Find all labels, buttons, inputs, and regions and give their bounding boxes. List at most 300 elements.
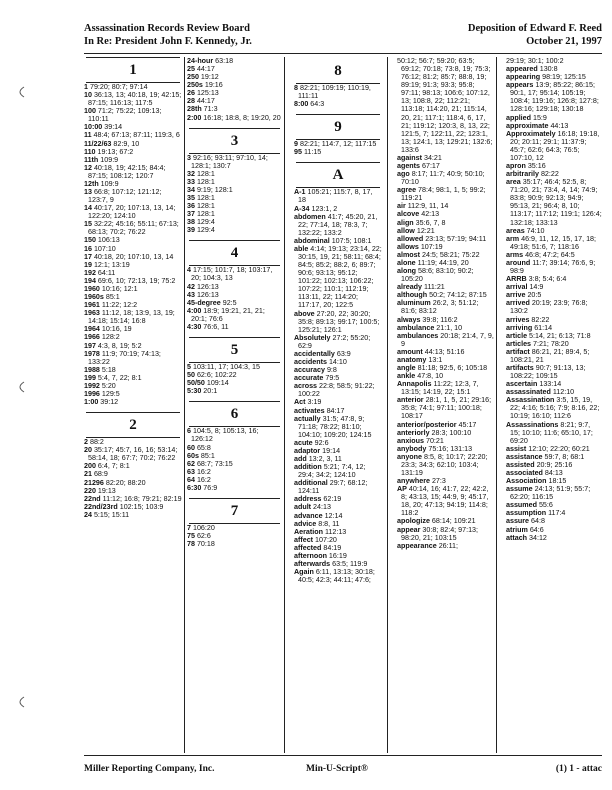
index-entry xyxy=(84,236,182,244)
index-entry xyxy=(187,226,282,234)
entry-word: 10:00 xyxy=(84,123,103,132)
entry-word: 194 xyxy=(84,276,96,285)
entry-refs: 39:14 xyxy=(104,123,123,132)
entry-word: 34 xyxy=(187,185,195,194)
index-entry xyxy=(397,356,494,364)
entry-word: 2 xyxy=(84,438,88,447)
case-name: In Re: President John F. Kennedy, Jr. xyxy=(84,36,252,47)
entry-refs: 106:20 xyxy=(192,523,215,532)
entry-word: 28th xyxy=(187,105,202,114)
entry-refs: 27:2; 55:20; 62:9 xyxy=(298,333,371,350)
index-entry xyxy=(506,509,602,517)
index-entry xyxy=(294,407,382,415)
index-entry xyxy=(84,366,182,374)
entry-refs: 21:1, 10 xyxy=(436,323,463,332)
index-entry xyxy=(506,421,602,445)
entry-word: 8 xyxy=(294,84,298,92)
entry-word: 14 xyxy=(84,204,92,213)
entry-refs: 40:18, 20; 107:10, 13, 14 xyxy=(93,252,174,261)
entry-refs: 20:9; 25:16 xyxy=(536,460,573,469)
index-entry xyxy=(84,148,182,156)
entry-refs: 19:14 xyxy=(322,446,341,455)
index-entry xyxy=(397,437,494,445)
index-entry xyxy=(397,243,494,251)
entry-refs: 14:10 xyxy=(328,358,347,367)
entry-word: Annapolis xyxy=(397,380,432,389)
entry-word: arrived xyxy=(506,299,530,308)
index-entry xyxy=(84,446,182,462)
index-entry xyxy=(294,447,382,455)
index-entry xyxy=(506,445,602,453)
entry-refs: 31:5; 47:8, 9; 71:18; 78:22; 81:10; 104:10; 109:20; 124:15 xyxy=(298,414,372,439)
entry-refs: 35:16 xyxy=(527,162,546,171)
index-entry xyxy=(506,469,602,477)
entry-word: advice xyxy=(294,519,317,528)
index-entry xyxy=(84,91,182,107)
index-entry xyxy=(506,291,602,299)
index-entry xyxy=(84,382,182,390)
index-entry xyxy=(187,460,282,468)
index-entry xyxy=(84,479,182,487)
entry-refs: 11:19; 44:19, 20 xyxy=(417,258,469,267)
index-entry xyxy=(187,524,282,532)
entry-refs: 11:12; 16:8; 79:21; 82:19 xyxy=(102,494,182,503)
entry-word: Approximately xyxy=(506,129,556,138)
index-entry xyxy=(294,398,382,406)
entry-refs: 48:4; 67:13; 87:11; 119:3, 6 xyxy=(93,131,180,140)
entry-refs: 20:1 xyxy=(203,387,218,396)
entry-refs: 4:3, 8, 19; 5:2 xyxy=(97,341,142,350)
entry-refs: 40:18, 19; 42:15; 84:4; 87:15; 108:12; 120:7 xyxy=(88,163,166,180)
entry-word: actually xyxy=(294,414,321,423)
entry-refs: 68:7; 73:15 xyxy=(196,459,233,468)
entry-refs: 12:10; 22:20; 60:21 xyxy=(528,444,590,453)
index-entry xyxy=(397,299,494,315)
entry-refs: 84:13 xyxy=(544,468,563,477)
index-entry xyxy=(506,178,602,226)
entry-refs: 20:19; 23:9; 76:8; 130:2 xyxy=(510,299,588,316)
entry-word: assistance xyxy=(506,452,543,461)
entry-refs: 5:18 xyxy=(101,365,116,374)
entry-refs: 107:5; 108:1 xyxy=(331,236,372,245)
index-entry xyxy=(84,487,182,495)
index-entry xyxy=(187,81,282,89)
index-entry xyxy=(187,266,282,282)
index-entry xyxy=(187,323,282,331)
entry-refs: 107:19 xyxy=(420,242,443,251)
index-entry xyxy=(397,227,494,235)
index-entry xyxy=(294,358,382,366)
section-header: 2 xyxy=(86,412,180,438)
entry-refs: 13:1 xyxy=(428,355,443,364)
entry-word: attach xyxy=(506,533,528,542)
entry-word: 1 xyxy=(84,83,88,91)
index-entry xyxy=(294,374,382,382)
entry-word: 12th xyxy=(84,179,99,188)
entry-word: 28 xyxy=(187,97,195,106)
index-entry xyxy=(84,325,182,333)
entry-refs: 5:14, 21; 6:13; 71:8 xyxy=(529,331,591,340)
entry-word: accidents xyxy=(294,358,327,367)
entry-word: assure xyxy=(506,517,530,526)
entry-word: 11/22/63 xyxy=(84,139,112,148)
entry-word: assist xyxy=(506,444,527,453)
column-divider xyxy=(496,57,497,753)
section-header: 6 xyxy=(189,401,280,427)
index-entry xyxy=(397,445,494,453)
entry-refs: 71:2; 75:22; 109:13; 110:11 xyxy=(88,107,162,124)
case-title xyxy=(84,22,252,48)
index-entry xyxy=(187,427,282,443)
entry-refs: 76:9 xyxy=(203,483,218,492)
index-entry xyxy=(187,540,282,548)
index-entry xyxy=(397,526,494,542)
entry-refs: 92:16; 93:11; 97:10, 14; 128:1; 130:7 xyxy=(191,153,268,170)
deposition-name: Deposition of Edward F. Reed xyxy=(467,23,602,34)
entry-refs: 44:17 xyxy=(196,65,215,74)
index-entry xyxy=(84,374,182,382)
index-entry xyxy=(294,188,382,204)
entry-refs: 36:13, 13; 40:18, 19; 42:15; 87:15; 116:13; 117:5 xyxy=(88,91,182,108)
index-entry xyxy=(187,468,282,476)
entry-word: 12 xyxy=(84,163,92,172)
entry-refs: 64:8 xyxy=(531,517,545,526)
entry-refs: 126:13 xyxy=(196,282,219,291)
index-entry xyxy=(397,332,494,348)
entry-word: 16 xyxy=(84,244,92,253)
entry-refs: 105:21; 115:7, 8, 17, 18 xyxy=(298,188,373,205)
entry-refs: 128:1 xyxy=(196,210,215,219)
entry-refs: 129:5 xyxy=(101,389,120,398)
index-entry xyxy=(84,261,182,269)
index-entry xyxy=(187,65,282,73)
entry-refs: 13:9; 85:22; 86:15; 90:1, 17; 95:14; 105:19; 108:4; 119:16; 126:8; 127:8; 128:16; 129:18; 130:18 xyxy=(510,81,599,114)
index-entry xyxy=(294,528,382,536)
entry-refs: 70:18 xyxy=(196,540,215,549)
entry-word: agents xyxy=(397,162,421,171)
index-entry xyxy=(187,97,282,105)
entry-refs: 23:13; 57:19; 94:11 xyxy=(425,234,487,243)
entry-refs: 42:13 xyxy=(421,210,440,219)
index-entry xyxy=(187,210,282,218)
index-entry xyxy=(294,140,382,148)
section-header: 3 xyxy=(189,128,280,154)
entry-refs: 84:19 xyxy=(323,543,342,552)
index-entry xyxy=(84,293,182,301)
entry-refs: 16:18; 19:18, 20; 20:11; 29:1; 11:37:9; 45:7; 62:6; 64:3; 76:5; 107:10, 12 xyxy=(510,129,600,162)
entry-refs: 92:6 xyxy=(314,438,329,447)
entry-word: 13 xyxy=(84,188,92,197)
index-entry xyxy=(187,371,282,379)
index-entry xyxy=(294,310,382,334)
entry-word: 36 xyxy=(187,202,195,211)
index-entry xyxy=(84,269,182,277)
index-entry xyxy=(84,333,182,341)
index-entry xyxy=(84,309,182,325)
binder-hole-icon xyxy=(14,381,26,393)
entry-word: allows xyxy=(397,242,419,251)
column-divider xyxy=(184,57,185,753)
entry-word: 32 xyxy=(187,169,195,178)
entry-refs: 70:21 xyxy=(425,436,444,445)
entry-word: abdomen xyxy=(294,212,326,221)
entry-refs: 69:6, 10; 72:13, 19; 75:2 xyxy=(97,276,176,285)
index-entry xyxy=(506,299,602,315)
entry-word: artifacts xyxy=(506,363,534,372)
index-entry xyxy=(397,542,494,550)
entry-refs: 35:17; 45:7, 16, 16; 53:14; 58:14, 18; 67:7; 70:2; 76:22 xyxy=(88,446,178,463)
entry-refs: 82:20; 88:20 xyxy=(105,478,146,487)
entry-refs: 22:8; 58:5; 91:22; 100:22 xyxy=(298,382,375,399)
entry-word: assumption xyxy=(506,509,547,518)
entry-refs: 27:20, 22; 30:20; 35:8; 89:13; 99:17; 100:5; 125:21; 126:1 xyxy=(298,309,380,334)
index-entry xyxy=(506,477,602,485)
index-entry xyxy=(294,415,382,439)
index-entry xyxy=(294,568,382,584)
index-entry xyxy=(397,485,494,517)
index-entry xyxy=(84,438,182,446)
entry-refs: 8:21; 9:7, 15; 10:10; 11:6; 65:10, 17; 69:20 xyxy=(510,420,593,445)
entry-refs: 109:14 xyxy=(206,379,229,388)
entry-word: appearing xyxy=(506,73,541,82)
page-header xyxy=(84,22,602,56)
entry-word: accuracy xyxy=(294,366,325,375)
entry-refs: 61:14 xyxy=(534,323,553,332)
entry-word: appeared xyxy=(506,65,538,74)
entry-refs: 75:16; 131:13 xyxy=(428,444,473,453)
entry-word: approximate xyxy=(506,121,549,130)
entry-refs: 129:4 xyxy=(196,226,215,235)
index-entry xyxy=(84,220,182,236)
entry-refs: 9:19; 128:1 xyxy=(196,185,233,194)
entry-refs: 5:21; 7:4, 12; 29:4; 34:2; 124:10 xyxy=(298,463,366,480)
entry-word: 1992 xyxy=(84,381,100,390)
index-entry xyxy=(294,213,382,237)
index-entry xyxy=(397,364,494,372)
index-entry xyxy=(506,130,602,162)
entry-word: atrium xyxy=(506,525,528,534)
entry-word: 33 xyxy=(187,177,195,186)
entry-word: alone xyxy=(397,258,416,267)
index-entry xyxy=(506,81,602,113)
entry-refs: 24:13; 51:9; 55:7; 62:20; 116:15 xyxy=(510,485,591,502)
index-entry xyxy=(506,170,602,178)
entry-refs: 63:18 xyxy=(215,57,234,65)
entry-word: allowed xyxy=(397,234,424,243)
entry-word: Again xyxy=(294,568,314,577)
binder-hole-icon xyxy=(14,86,26,98)
entry-word: abdominal xyxy=(294,236,330,245)
entry-refs: 3:19 xyxy=(307,398,322,407)
index-entry xyxy=(294,495,382,503)
entry-word: assume xyxy=(506,485,533,494)
entry-word: aluminum xyxy=(397,299,431,308)
index-entry xyxy=(294,544,382,552)
index-entry xyxy=(397,235,494,243)
entry-word: arrives xyxy=(506,315,530,324)
footer-company: Miller Reporting Company, Inc. xyxy=(84,764,215,774)
entry-refs: 30:8; 82:4; 97:13; 98:20, 21; 103:15 xyxy=(401,525,478,542)
entry-refs: 63:5; 119:9 xyxy=(332,559,368,568)
entry-word: 2:00 xyxy=(187,113,202,122)
entry-word: 1978 xyxy=(84,349,100,358)
index-entry xyxy=(294,439,382,447)
entry-refs: 112:10 xyxy=(552,388,575,397)
entry-refs: 4:14; 19:13; 23:14, 22; 30:15, 19, 21; 58:11; 68:4; 84:5; 85:2; 88:2, 6; 89:7; 90:6; 93:13; 95:12; 101:22; 102:13; 106:22; 107:22; 110:1; 112:19; 113:11, 22; 114:20; 117:17, 20; 122:5 xyxy=(298,244,382,310)
index-entry xyxy=(294,560,382,568)
entry-word: 10 xyxy=(84,91,92,100)
index-entry xyxy=(397,251,494,259)
entry-word: 37 xyxy=(187,210,195,219)
index-entry xyxy=(294,382,382,398)
entry-refs: 8:17; 11:7; 40:9; 50:10; 70:10 xyxy=(401,170,485,187)
entry-refs: 8:8, 11 xyxy=(318,519,340,528)
index-entry xyxy=(187,299,282,307)
entry-refs: 64:6 xyxy=(529,525,544,534)
entry-word: 35 xyxy=(187,194,195,203)
entry-refs: 128:2 xyxy=(101,333,120,342)
entry-refs: 112:9, 11, 14 xyxy=(407,202,449,211)
index-entry xyxy=(187,476,282,484)
deposition-info xyxy=(468,22,602,48)
footer-product: Min-U-Script® xyxy=(306,764,368,774)
entry-refs: 19:12 xyxy=(200,73,219,82)
entry-refs: 24:13 xyxy=(313,503,331,512)
index-entry xyxy=(397,380,494,396)
index-entry xyxy=(397,162,494,170)
entry-word: 192 xyxy=(84,268,96,277)
index-entry xyxy=(84,245,182,253)
entry-refs: 12:1; 13:19 xyxy=(93,260,130,269)
entry-refs: 34:12 xyxy=(529,533,547,542)
entry-refs: 16:19 xyxy=(328,551,347,560)
entry-word: alcove xyxy=(397,210,420,219)
entry-refs: 26:11; xyxy=(438,541,459,550)
entry-refs: 128:1 xyxy=(196,169,215,178)
index-entry-continuation xyxy=(506,57,602,65)
entry-word: 19 xyxy=(84,260,92,269)
index-entry xyxy=(506,324,602,332)
entry-word: 4 xyxy=(187,266,191,275)
index-entry xyxy=(397,219,494,227)
entry-word: 1996 xyxy=(84,389,100,398)
entry-refs: 40:14, 16; 41:7, 22; 42:2, 8; 43:13, 15; 44:9, 9; 45:17, 18, 20; 47:13; 94:19; 114:8; 118:2 xyxy=(401,485,489,518)
entry-word: appear xyxy=(397,525,421,534)
entry-word: affect xyxy=(294,535,314,544)
entry-word: always xyxy=(397,315,421,324)
entry-refs: 107:10 xyxy=(93,244,116,253)
entry-word: amount xyxy=(397,347,423,356)
index-entry xyxy=(506,340,602,348)
index-entry xyxy=(397,154,494,162)
index-entry xyxy=(187,379,282,387)
entry-refs: 109:9 xyxy=(100,155,119,164)
entry-word: A-34 xyxy=(294,204,310,213)
entry-word: 95 xyxy=(294,148,302,157)
entry-word: 1960 xyxy=(84,284,100,293)
entry-word: 6:30 xyxy=(187,483,202,492)
entry-word: Assassinations xyxy=(506,420,559,429)
entry-refs: 35:6, 7, 8 xyxy=(415,218,446,227)
entry-word: already xyxy=(397,283,423,292)
entry-refs: 28:3; 100:10 xyxy=(431,428,472,437)
entry-word: 150 xyxy=(84,236,96,245)
entry-word: 8:00 xyxy=(294,100,309,109)
index-entry xyxy=(294,366,382,374)
entry-word: accidentally xyxy=(294,349,335,358)
entry-refs: 19:13; 67:2 xyxy=(97,147,134,156)
entry-word: appearance xyxy=(397,541,437,550)
entry-refs: 6:11, 13:13; 30:18; 40:5; 42:3; 44:11; 47:6; xyxy=(298,568,375,585)
index-entry xyxy=(84,188,182,204)
entry-refs: 39:8; 116:2 xyxy=(422,315,458,324)
entry-word: 250 xyxy=(187,73,199,82)
entry-refs: 92:5 xyxy=(222,298,237,307)
index-entry xyxy=(187,154,282,170)
index-entry xyxy=(294,237,382,245)
entry-refs: 5:20 xyxy=(101,381,116,390)
column-divider xyxy=(284,57,285,753)
entry-refs: 24:5; 58:21; 75:22 xyxy=(422,250,480,259)
index-entry xyxy=(506,283,602,291)
entry-refs: 17:15; 101:7, 18; 103:17, 20; 104:3, 13 xyxy=(191,266,273,283)
entry-refs: 58:6; 83:10; 90:2; 105:20 xyxy=(401,267,474,284)
entry-word: ankle xyxy=(397,372,416,381)
entry-word: 21 xyxy=(84,470,92,479)
entry-refs: 86:21, 21; 89:4, 5; 108:21, 21 xyxy=(510,347,590,364)
index-entry xyxy=(294,503,382,511)
index-column-1 xyxy=(84,57,182,753)
entry-word: 199 xyxy=(84,373,96,382)
entry-word: artifact xyxy=(506,347,530,356)
index-entry xyxy=(187,307,282,323)
index-entry xyxy=(506,526,602,534)
entry-refs: 126:13 xyxy=(196,290,219,299)
entry-refs: 5:4, 7, 22; 8:1 xyxy=(97,373,142,382)
entry-word: 1960s xyxy=(84,293,104,302)
entry-word: anterior xyxy=(397,396,424,405)
entry-refs: 133:14 xyxy=(539,380,562,389)
index-entry xyxy=(294,334,382,350)
entry-refs: 82:9, 10 xyxy=(113,139,140,148)
index-entry xyxy=(187,105,282,113)
entry-refs: 128:1 xyxy=(196,202,215,211)
entry-refs: 62:19 xyxy=(323,495,342,504)
entry-refs: 16:2 xyxy=(196,475,211,484)
index-entry xyxy=(84,350,182,366)
entry-refs: 32:22; 45:16; 55:11; 67:13; 68:13; 70:2; 76:22 xyxy=(88,220,179,237)
entry-refs: 104:5, 8; 105:13, 16; 126:12 xyxy=(191,427,259,444)
index-column-4 xyxy=(397,57,494,753)
index-entry xyxy=(506,251,602,259)
page-footer xyxy=(84,755,602,784)
entry-refs: 19:16 xyxy=(204,81,223,90)
entry-word: 197 xyxy=(84,341,96,350)
index-entry xyxy=(397,267,494,283)
entry-word: articles xyxy=(506,339,532,348)
entry-word: ambulances xyxy=(397,331,439,340)
entry-word: 24 xyxy=(84,510,92,519)
entry-word: against xyxy=(397,153,422,162)
entry-refs: 111:21 xyxy=(424,283,445,292)
entry-refs: 20:18; 21:4, 7, 9, 9 xyxy=(401,331,494,348)
entry-word: 20 xyxy=(84,446,92,455)
index-entry xyxy=(84,503,182,511)
entry-refs: 82:22 xyxy=(531,315,550,324)
index-entry xyxy=(84,398,182,406)
index-entry xyxy=(187,73,282,81)
entry-refs: 59:7, 8; 68:1 xyxy=(544,452,585,461)
